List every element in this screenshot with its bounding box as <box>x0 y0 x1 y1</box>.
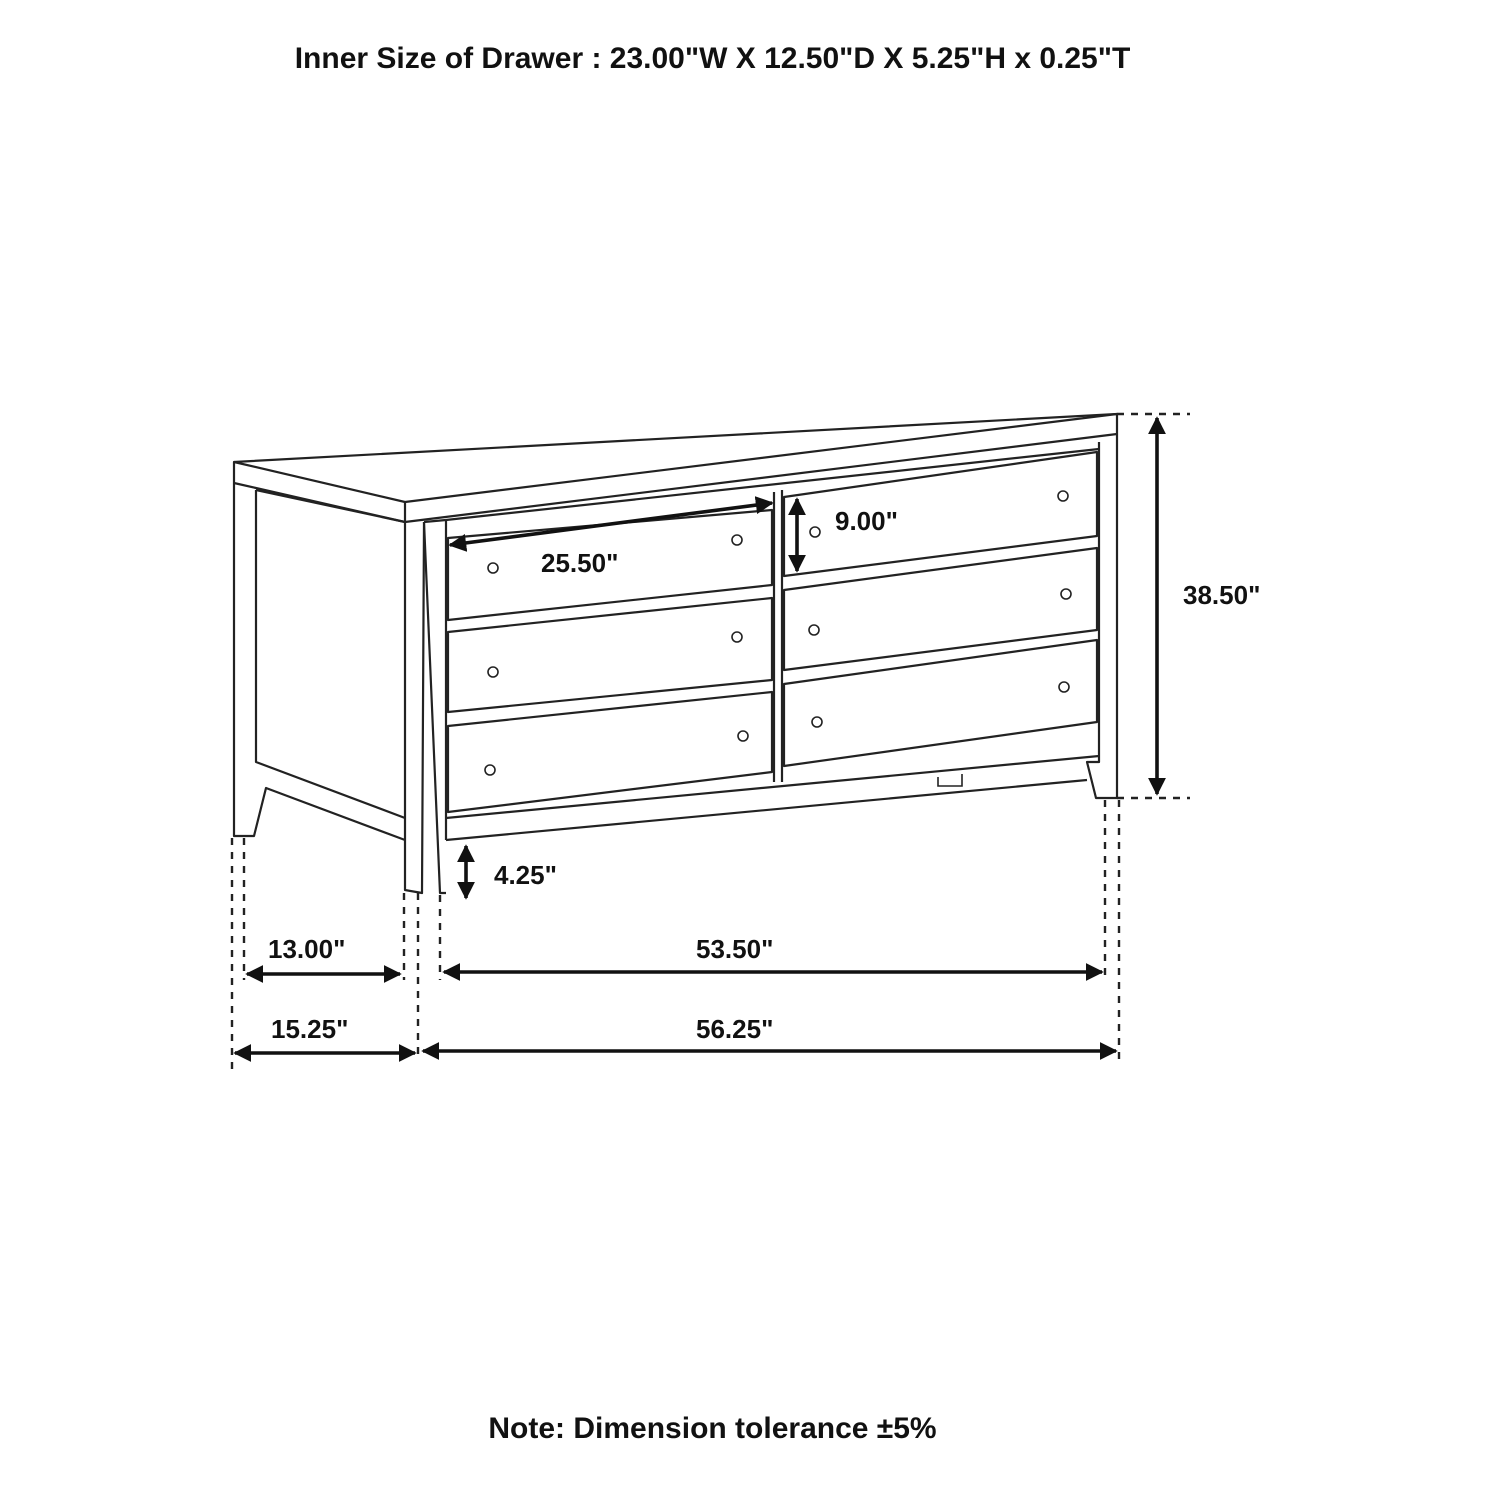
leg-clearance-label: 4.25" <box>494 860 557 890</box>
drawer-right-top <box>784 452 1097 576</box>
tolerance-note: Note: Dimension tolerance ±5% <box>488 1412 937 1445</box>
extension-lines <box>232 414 1190 1075</box>
drawer-width-arrow <box>450 503 772 545</box>
drawer-right-middle <box>784 548 1097 670</box>
drawer-height-label: 9.00" <box>835 506 898 536</box>
overall-height-label: 38.50" <box>1183 580 1261 610</box>
inner-depth-label: 13.00" <box>268 934 346 964</box>
overall-depth-label: 15.25" <box>271 1014 349 1044</box>
inner-drawer-size-title: Inner Size of Drawer : 23.00"W X 12.50"D X 5.25"H x 0.25"T <box>294 42 1131 75</box>
inner-width-label: 53.50" <box>696 934 774 964</box>
drawer-width-label: 25.50" <box>541 548 619 578</box>
dresser-outline <box>234 414 1117 893</box>
overall-width-label: 56.25" <box>696 1014 774 1044</box>
drawer-left-bottom <box>448 692 772 812</box>
drawer-right-bottom <box>784 640 1097 766</box>
